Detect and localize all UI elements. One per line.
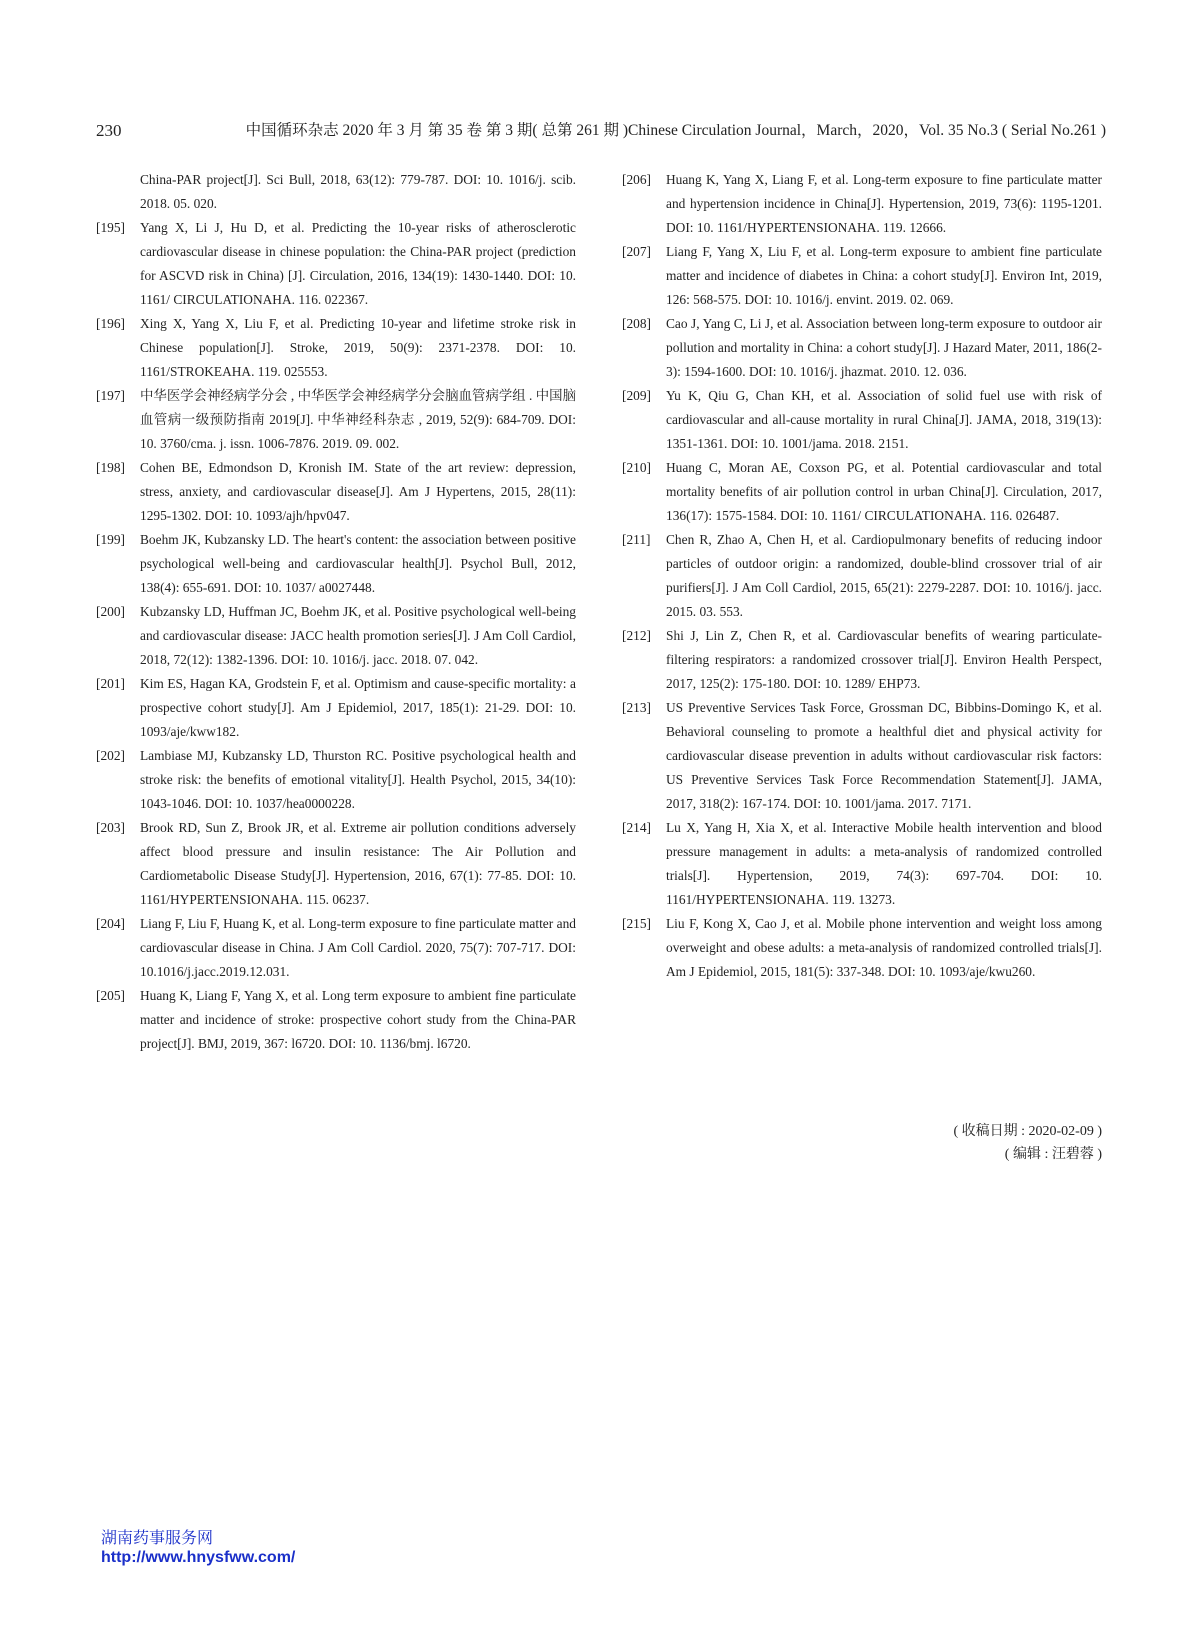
- article-end-notes: [622, 1120, 1102, 1166]
- watermark-site-name: 湖南药事服务网: [101, 1528, 214, 1547]
- reference-item: [622, 456, 1102, 528]
- reference-number: [209]: [622, 388, 652, 403]
- reference-text: Yu K, Qiu G, Chan KH, et al. Association of solid fuel use with risk of cardiovascular and all-cause mortality in rural China[J]. JAMA, 2018, 319(13): 1351-1361. DOI: 10. 1001/jama. 2018. 2151.: [666, 388, 1102, 451]
- reference-text: Xing X, Yang X, Liu F, et al. Predicting 10-year and lifetime stroke risk in Chinese population[J]. Stroke, 2019, 50(9): 2371-2378. DOI: 10. 1161/STROKEAHA. 119. 025553.: [140, 316, 576, 379]
- reference-item: [622, 168, 1102, 240]
- reference-item: [96, 744, 576, 816]
- watermark-url[interactable]: http://www.hnysfww.com/: [101, 1549, 296, 1566]
- reference-text: Lambiase MJ, Kubzansky LD, Thurston RC. Positive psychological health and stroke risk: the benefits of emotional vitality[J]. Health Psychol, 2015, 34(10): 1043-1046. DOI: 10. 1037/hea0000228.: [140, 748, 576, 811]
- reference-text: Brook RD, Sun Z, Brook JR, et al. Extreme air pollution conditions adversely affect blood pressure and insulin resistance: The Air Pollution and Cardiometabolic Disease Study[J]. Hypertension, 2016, 67(1): 77-85. DOI: 10. 1161/HYPERTENSIONAHA. 115. 06237.: [140, 820, 576, 907]
- received-date: ( 收稿日期 : 2020-02-09 ): [953, 1124, 1102, 1139]
- reference-number: [201]: [96, 676, 126, 691]
- reference-item: [622, 312, 1102, 384]
- reference-text: Yang X, Li J, Hu D, et al. Predicting the 10-year risks of atherosclerotic cardiovascular disease in chinese population: the China-PAR project (prediction for ASCVD risk in China) [J]. Circulation, 2016, 134(19): 1430-1440. DOI: 10. 1161/ CIRCULATIONAHA. 116. 022367.: [140, 220, 576, 307]
- reference-item: [96, 912, 576, 984]
- reference-number: [212]: [622, 628, 652, 643]
- reference-text: Huang K, Yang X, Liang F, et al. Long-term exposure to fine particulate matter and hypertension incidence in China[J]. Hypertension, 2019, 73(6): 1195-1201. DOI: 10. 1161/HYPERTENSIONAHA. 119. 12666.: [666, 172, 1102, 235]
- reference-number: [195]: [96, 220, 126, 235]
- reference-number: [197]: [96, 388, 126, 403]
- reference-text: 中华医学会神经病学分会 , 中华医学会神经病学分会脑血管病学组 . 中国脑血管病一级预防指南 2019[J]. 中华神经科杂志 , 2019, 52(9): 684-709. DOI: 10. 3760/cma. j. issn. 1006-7876. 2019. 09. 002.: [140, 388, 576, 451]
- reference-text: Kim ES, Hagan KA, Grodstein F, et al. Optimism and cause-specific mortality: a prospective cohort study[J]. Am J Epidemiol, 2017, 185(1): 21-29. DOI: 10. 1093/aje/kww182.: [140, 676, 576, 739]
- reference-item: [622, 912, 1102, 984]
- reference-text: Liang F, Yang X, Liu F, et al. Long-term exposure to ambient fine particulate matter and incidence of diabetes in China: a cohort study[J]. Environ Int, 2019, 126: 568-575. DOI: 10. 1016/j. envint. 2019. 02. 069.: [666, 244, 1102, 307]
- reference-number: [205]: [96, 988, 126, 1003]
- reference-text: US Preventive Services Task Force, Grossman DC, Bibbins-Domingo K, et al. Behavioral counseling to promote a healthful diet and physical activity for cardiovascular disease prevention in adults without cardiovascular risk factors: US Preventive Services Task Force Recommendation Statement[J]. JAMA, 2017, 318(2): 167-174. DOI: 10. 1001/jama. 2017. 7171.: [666, 700, 1102, 811]
- reference-text: Cao J, Yang C, Li J, et al. Association between long-term exposure to outdoor air pollution and mortality in China: a cohort study[J]. J Hazard Mater, 2011, 186(2-3): 1594-1600. DOI: 10. 1016/j. jhazmat. 2010. 12. 036.: [666, 316, 1102, 379]
- reference-number: [203]: [96, 820, 126, 835]
- reference-text: Cohen BE, Edmondson D, Kronish IM. State of the art review: depression, stress, anxiety, and cardiovascular disease[J]. Am J Hypertens, 2015, 28(11): 1295-1302. DOI: 10. 1093/ajh/hpv047.: [140, 460, 576, 523]
- reference-text: Huang C, Moran AE, Coxson PG, et al. Potential cardiovascular and total mortality benefits of air pollution control in urban China[J]. Circulation, 2017, 136(17): 1575-1584. DOI: 10. 1161/ CIRCULATIONAHA. 116. 026487.: [666, 460, 1102, 523]
- reference-item: [96, 672, 576, 744]
- reference-text: Liu F, Kong X, Cao J, et al. Mobile phone intervention and weight loss among overweight and obese adults: a meta-analysis of randomized controlled trials[J]. Am J Epidemiol, 2015, 181(5): 337-348. DOI: 10. 1093/aje/kwu260.: [666, 916, 1102, 979]
- reference-number: [207]: [622, 244, 652, 259]
- site-watermark: [101, 1528, 295, 1568]
- reference-text: Lu X, Yang H, Xia X, et al. Interactive Mobile health intervention and blood pressure management in adults: a meta-analysis of randomized controlled trials[J]. Hypertension, 2019, 74(3): 697-704. DOI: 10. 1161/HYPERTENSIONAHA. 119. 13273.: [666, 820, 1102, 907]
- reference-number: [214]: [622, 820, 652, 835]
- reference-continuation: China-PAR project[J]. Sci Bull, 2018, 63(12): 779-787. DOI: 10. 1016/j. scib. 2018. 05. 020.: [140, 172, 576, 211]
- reference-item: [96, 384, 576, 456]
- reference-item: [622, 528, 1102, 624]
- reference-item: [622, 384, 1102, 456]
- reference-item: [96, 456, 576, 528]
- editor-note: ( 编辑 : 汪碧蓉 ): [1004, 1147, 1102, 1162]
- reference-item: [96, 216, 576, 312]
- reference-item: [96, 312, 576, 384]
- reference-item: [622, 624, 1102, 696]
- reference-number: [202]: [96, 748, 126, 763]
- reference-text: Shi J, Lin Z, Chen R, et al. Cardiovascular benefits of wearing particulate-filtering respirators: a randomized crossover trial[J]. Environ Health Perspect, 2017, 125(2): 175-180. DOI: 10. 1289/ EHP73.: [666, 628, 1102, 691]
- reference-number: [208]: [622, 316, 652, 331]
- reference-number: [196]: [96, 316, 126, 331]
- reference-number: [200]: [96, 604, 126, 619]
- reference-text: Boehm JK, Kubzansky LD. The heart's content: the association between positive psychological well-being and cardiovascular health[J]. Psychol Bull, 2012, 138(4): 655-691. DOI: 10. 1037/ a0027448.: [140, 532, 576, 595]
- reference-number: [198]: [96, 460, 126, 475]
- reference-number: [211]: [622, 532, 651, 547]
- reference-number: [206]: [622, 172, 652, 187]
- left-column: [96, 168, 576, 1056]
- reference-text: Chen R, Zhao A, Chen H, et al. Cardiopulmonary benefits of reducing indoor particles of outdoor origin: a randomized, double-blind crossover trial of air purifiers[J]. J Am Coll Cardiol, 2015, 65(21): 2279-2287. DOI: 10. 1016/j. jacc. 2015. 03. 553.: [666, 532, 1102, 619]
- reference-item: [622, 816, 1102, 912]
- reference-item: [96, 528, 576, 600]
- reference-number: [210]: [622, 460, 652, 475]
- right-column: [622, 168, 1102, 984]
- reference-item: [622, 240, 1102, 312]
- reference-item: [96, 600, 576, 672]
- reference-number: [199]: [96, 532, 126, 547]
- reference-number: [215]: [622, 916, 652, 931]
- page-header: [96, 116, 1106, 146]
- reference-text: Liang F, Liu F, Huang K, et al. Long-term exposure to fine particulate matter and cardiovascular disease in China. J Am Coll Cardiol. 2020, 75(7): 707-717. DOI: 10.1016/j.jacc.2019.12.031.: [140, 916, 576, 979]
- reference-text: Kubzansky LD, Huffman JC, Boehm JK, et al. Positive psychological well-being and cardiovascular disease: JACC health promotion series[J]. J Am Coll Cardiol, 2018, 72(12): 1382-1396. DOI: 10. 1016/j. jacc. 2018. 07. 042.: [140, 604, 576, 667]
- journal-running-head: 中国循环杂志 2020 年 3 月 第 35 卷 第 3 期( 总第 261 期 )Chinese Circulation Journal，March，2020，Vol. 35 No.3 ( Serial No.261 ): [245, 122, 1106, 139]
- reference-item: [96, 816, 576, 912]
- reference-number: [213]: [622, 700, 652, 715]
- reference-text: Huang K, Liang F, Yang X, et al. Long term exposure to ambient fine particulate matter and incidence of stroke: prospective cohort study from the China-PAR project[J]. BMJ, 2019, 367: l6720. DOI: 10. 1136/bmj. l6720.: [140, 988, 576, 1051]
- reference-item: [96, 984, 576, 1056]
- page-number: 230: [96, 121, 122, 140]
- reference-number: [204]: [96, 916, 126, 931]
- reference-item: [622, 696, 1102, 816]
